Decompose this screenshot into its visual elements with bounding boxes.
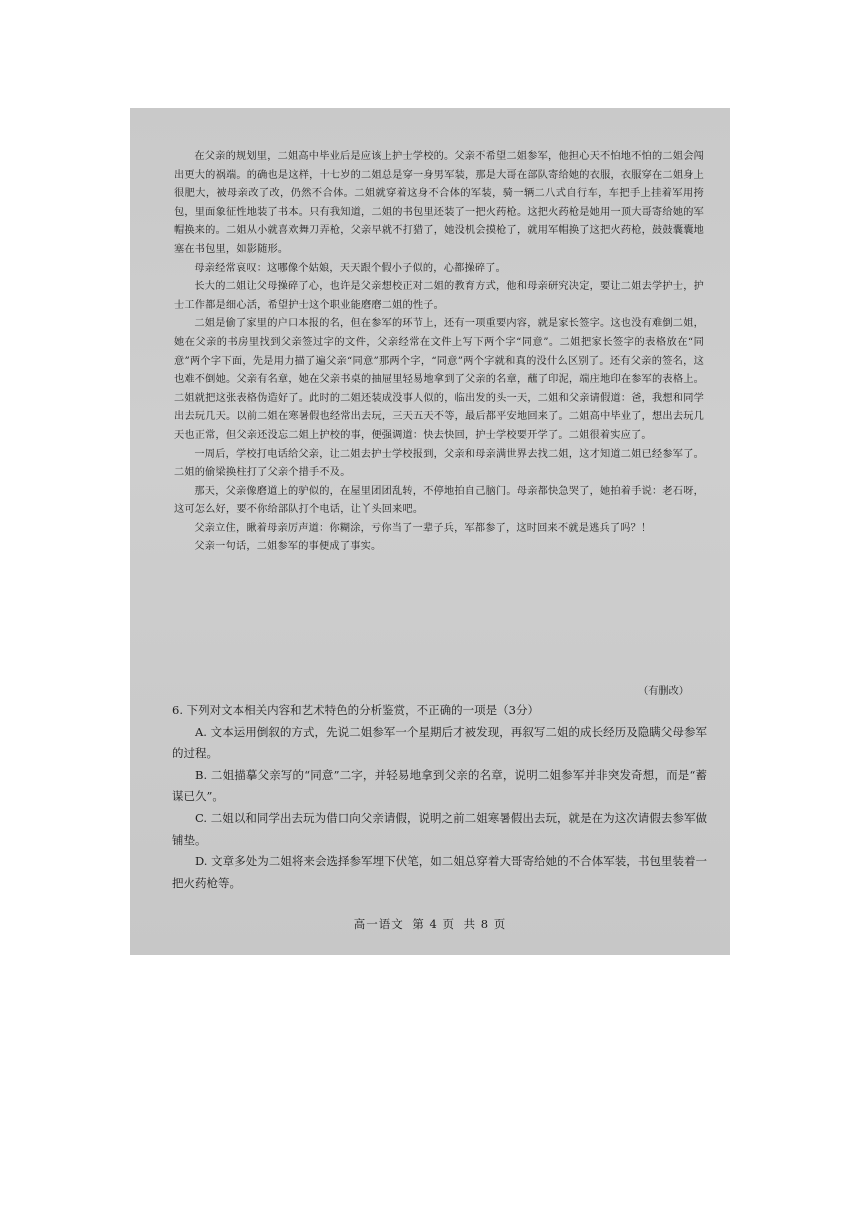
source-note: （有删改） bbox=[638, 686, 689, 697]
option-a: A. 文本运用倒叙的方式，先说二姐参军一个星期后才被发现，再叙写二姐的成长经历及隐瞒父母参军的过程。 bbox=[172, 724, 707, 761]
passage-paragraph: 二姐是偷了家里的户口本报的名，但在参军的环节上，还有一项重要内容，就是家长签字。这也没有难倒二姐，她在父亲的书房里找到父亲签过字的文件，父亲经常在文件上写下两个字“同意”。二姐把家长签字的表格放在“同意”两个字下面，先是用力描了遍父亲“同意”那两个字，“同意”两个字就和真的没什么区别了。还有父亲的签名，这也难不倒她。父亲有名章，她在父亲书桌的抽屉里轻易地拿到了父亲的名章，蘸了印泥，端庄地印在参军的表格上。二姐就把这张表格伪造好了。此时的二姐还装成没事人似的，临出发的头一天，二姐和父亲请假道：爸，我想和同学出去玩几天。以前二姐在寒暑假也经常出去玩，三天五天不等，最后都平安地回来了。二姐高中毕业了，想出去玩几天也正常，但父亲还没忘二姐上护校的事，便强调道：快去快回，护士学校要开学了。二姐很着实应了。 bbox=[174, 318, 704, 441]
passage-paragraph: 母亲经常哀叹：这哪像个姑娘，天天跟个假小子似的，心都操碎了。 bbox=[194, 262, 507, 274]
reading-passage bbox=[174, 148, 704, 557]
scanned-page bbox=[130, 108, 730, 955]
page-footer bbox=[130, 916, 730, 932]
passage-paragraph: 父亲立住，瞅着母亲厉声道：你糊涂，亏你当了一辈子兵，军都参了，这时回来不就是逃兵了吗？！ bbox=[194, 522, 652, 534]
footer-total-pages: 共 8 页 bbox=[463, 917, 507, 931]
option-b: B. 二姐描摹父亲写的“同意”二字，并轻易地拿到父亲的名章，说明二姐参军并非突发奇想，而是“蓄谋已久”。 bbox=[172, 767, 707, 804]
question-6 bbox=[172, 700, 707, 894]
passage-paragraph: 一周后，学校打电话给父亲，让二姐去护士学校报到，父亲和母亲满世界去找二姐，这才知道二姐已经参军了。二姐的偷梁换柱打了父亲个措手不及。 bbox=[174, 448, 704, 479]
footer-page-number: 第 4 页 bbox=[412, 917, 455, 931]
option-d: D. 文章多处为二姐将来会选择参军埋下伏笔，如二姐总穿着大哥寄给她的不合体军装，书包里装着一把火药枪等。 bbox=[172, 854, 707, 890]
passage-paragraph: 父亲一句话，二姐参军的事便成了事实。 bbox=[194, 541, 382, 553]
question-stem: 6. 下列对文本相关内容和艺术特色的分析鉴赏，不正确的一项是（3分） bbox=[172, 703, 539, 717]
footer-subject: 高一语文 bbox=[353, 917, 404, 931]
passage-paragraph: 在父亲的规划里，二姐高中毕业后是应该上护士学校的。父亲不希望二姐参军，他担心天不怕地不怕的二姐会闯出更大的祸端。的确也是这样，十七岁的二姐总是穿一身男军装，那是大哥在部队寄给她的衣服，衣服穿在二姐身上很肥大，被母亲改了改，仍然不合体。二姐就穿着这身不合体的军装，骑一辆二八式自行车，车把手上挂着军用挎包，里面象征性地装了书本。只有我知道，二姐的书包里还装了一把火药枪。这把火药枪是她用一顶大哥寄给她的军帽换来的。二姐从小就喜欢舞刀弄枪，父亲早就不打猎了，她没机会摸枪了，就用军帽换了这把火药枪，鼓鼓囊囊地塞在书包里，如影随形。 bbox=[174, 151, 704, 255]
passage-paragraph: 那天，父亲像磨道上的驴似的，在屋里团团乱转，不停地拍自己脑门。母亲都快急哭了，她拍着手说：老石呀，这可怎么好，要不你给部队打个电话，让丫头回来吧。 bbox=[174, 485, 704, 516]
passage-paragraph: 长大的二姐让父母操碎了心，也许是父亲想校正对二姐的教育方式，他和母亲研究决定，要让二姐去学护士，护士工作都是细心活，希望护士这个职业能磨磨二姐的性子。 bbox=[174, 281, 704, 311]
option-c: C. 二姐以和同学出去玩为借口向父亲请假，说明之前二姐寒暑假出去玩，就是在为这次请假去参军做铺垫。 bbox=[172, 810, 707, 847]
